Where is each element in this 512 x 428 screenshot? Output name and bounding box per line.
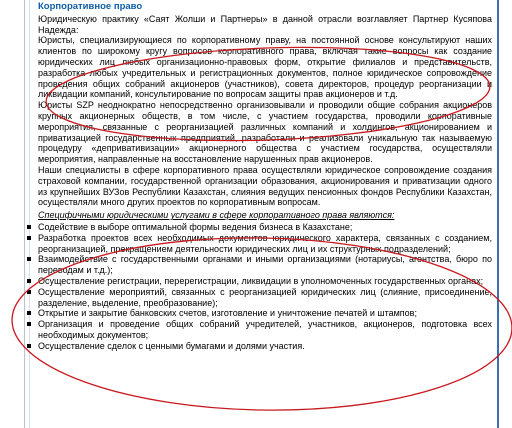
bullet-icon xyxy=(27,225,31,229)
bullet-icon xyxy=(27,344,31,348)
section-heading: Корпоративное право xyxy=(38,1,143,12)
list-item: Осуществление сделок с ценными бумагами и долями участия. xyxy=(38,341,492,352)
left-border xyxy=(24,0,30,428)
list-item: Содействие в выборе оптимальной формы ведения бизнеса в Казахстане; xyxy=(38,222,492,233)
bullet-icon xyxy=(27,290,31,294)
list-item: Открытие и закрытие банковских счетов, изготовление и уничтожение печатей и штампов; xyxy=(38,308,492,319)
article-content xyxy=(38,2,492,352)
list-item: Осуществление мероприятий, связанных с реорганизацией юридических лиц (слияние, присоединение, разделение, выделение, преобразование); xyxy=(38,287,492,309)
bullet-icon xyxy=(27,311,31,315)
list-item: Взаимодействие с государственными органами и иными организациями (нотариусы, агентства, бюро по переводам и т.д.); xyxy=(38,254,492,276)
bullet-icon xyxy=(27,322,31,326)
paragraph-intro: Юридическую практику «Саят Жолши и Партнеры» в данной отрасли возглавляет Партнер Кусяпова Надежда: xyxy=(38,13,492,35)
list-item: Осуществление регистрации, перерегистрации, ликвидации в уполномоченных государственных органах; xyxy=(38,276,492,287)
list-item: Организация и проведение общих собраний учредителей, участников, акционеров, подготовка всех необходимых документов; xyxy=(38,319,492,341)
services-list xyxy=(38,222,492,352)
services-list-title: Специфичными юридическими услугами в сфере корпоративного права являются: xyxy=(38,210,395,221)
paragraph-szp-experience: Юристы SZP неоднократно непосредственно организовывали и проводили общие собрания акционеров крупных акционерных обществ, в том числе, с участием государства, проводили корпоративные мероприятия, связанные с реорганизацией различных компаний и холдингов, акционированием и приватизацией государственных предприятий, разработали и реализовали уникальную так называемую процедуру «депривативизации» акционерного общества с участием государства, осуществляли мероприятия, направленные на восстановление нарушенных прав акционеров. xyxy=(38,100,492,165)
paragraph-specialists: Наши специалисты в сфере корпоративного права осуществляли юридическое сопровождение создания страховой компании, государственной организации образования, акционирования и приватизации одного из крупнейших ВУЗов Республики Казахстан, слияния ведущих пенсионных фондов Республики Казахстан, осуществляли много других проектов по корпоративным вопросам. xyxy=(38,164,492,208)
paragraph-consulting: Юристы, специализирующиеся по корпоративному праву, на постоянной основе консультируют наших клиентов по широкому кругу вопросов корпоративного права, включая такие вопросы как создание юридических лиц любых организационно-правовых форм, открытие филиалов и представительств, разработка любых учредительных и регистрационных документов, полное юридическое сопровождение проведения общих собраний акционеров (участников), совета директоров, процедур реорганизации и ликвидации компаний, консультирование по вопросам защиты прав акционеров и т.д. xyxy=(38,35,492,100)
bullet-icon xyxy=(27,236,31,240)
bullet-icon xyxy=(27,257,31,261)
list-item: Разработка проектов всех необходимых документов юридического характера, связанных с созданием, реорганизацией, прекращением деятельности юридических лиц и их структурных подразделений; xyxy=(38,233,492,255)
right-border xyxy=(497,0,499,428)
bullet-icon xyxy=(27,279,31,283)
